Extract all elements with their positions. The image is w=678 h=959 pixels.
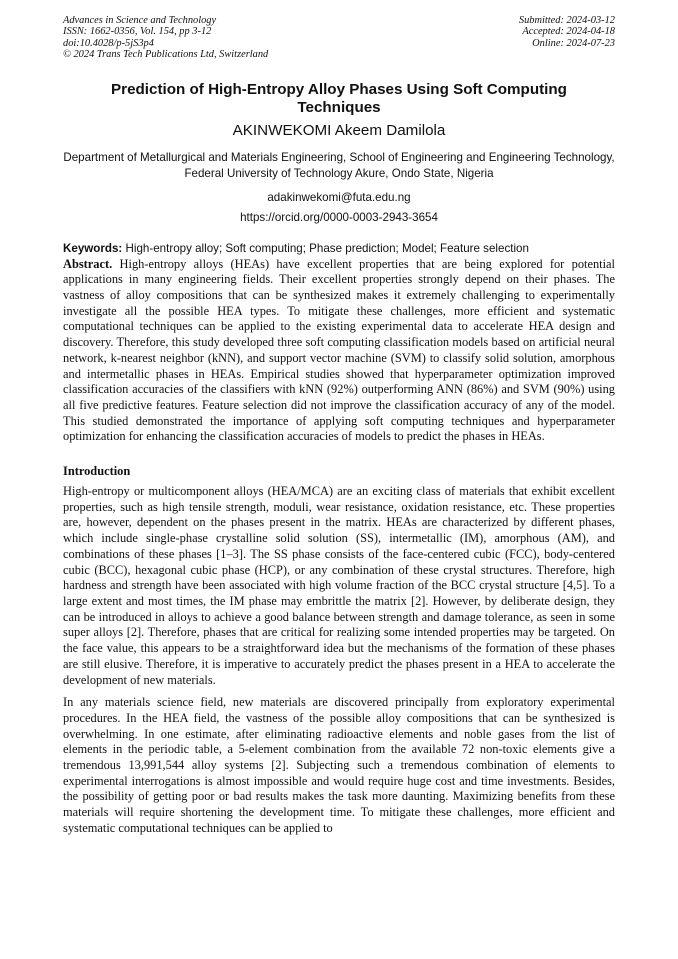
- author-name: AKINWEKOMI Akeem Damilola: [232, 121, 446, 139]
- abstract-label: Abstract.: [63, 256, 113, 271]
- contact-info: [63, 188, 615, 228]
- journal-info: [63, 15, 268, 61]
- abstract-text: High-entropy alloys (HEAs) have excellent properties that are being explored for potential applications in many engineering fields. Their excellent properties strongly depend on their phases. The vastness of alloy compositions that can be synthesized makes it extremely challenging to experimentally investigate all the possible HEA types. To mitigate these challenges, more efficient and systematic computational techniques can be applied to the existing experimental data to accelerate HEA design and discovery. Therefore, this study developed three soft computing classification models based on artificial neural network, k-nearest neighbor (kNN), and support vector machine (SVM) to classify solid solution, amorphous and intermetallic phases in HEAs. Empirical studies showed that hyperparameter optimization improved classification accuracies of the classifiers with kNN (92%) outperforming ANN (86%) and SVM (90%) using all five predictive features. Feature selection did not improve the classification accuracy of any of the model. This studied demonstrated the importance of applying soft computing techniques and hyperparameter optimization for enhancing the classification accuracies of models to predict the phases in HEAs.: [63, 256, 615, 444]
- author-email: adakinwekomi@futa.edu.ng: [267, 190, 411, 204]
- keywords-text: High-entropy alloy; Soft computing; Phase prediction; Model; Feature selection: [125, 241, 529, 255]
- author-orcid: https://orcid.org/0000-0003-2943-3654: [240, 210, 438, 224]
- submitted-date: Submitted: 2024-03-12: [518, 15, 615, 26]
- journal-name: Advances in Science and Technology: [63, 15, 217, 26]
- doi-line: doi:10.4028/p-5jS3p4: [63, 37, 154, 49]
- abstract: [63, 257, 615, 445]
- introduction-paragraph-2: In any materials science field, new materials are discovered principally from exploratory experimental procedures. In the HEA field, the vastness of the possible alloy compositions that can be synthesized is overwhelming. In one estimate, after eliminating radioactive elements and noble gases from the list of elements in the periodic table, a 5-element combination from the available 72 non-toxic elements give a tremendous 13,991,544 alloy systems [2]. Subjecting such a tremendous combination of elements to experimental interrogations is almost impossible and would require huge cost and time investments. Besides, the possibility of getting poor or bad results makes the task more daunting. Maximizing benefits from these materials will require shortening the development time. To mitigate these challenges, more efficient and systematic computational techniques can be applied to: [63, 695, 615, 835]
- keywords-label: Keywords:: [63, 241, 123, 255]
- publication-dates: [519, 15, 615, 61]
- paper-page: [63, 15, 615, 837]
- issn-line: ISSN: 1662-0356, Vol. 154, pp 3-12: [63, 26, 212, 38]
- paper-title: Prediction of High-Entropy Alloy Phases Using Soft Computing Techniques: [111, 80, 567, 116]
- keywords: [63, 241, 615, 257]
- online-date: Online: 2024-07-23: [532, 37, 615, 49]
- author-affiliation: Department of Metallurgical and Materials Engineering, School of Engineering and Engineering Technology, Federal University of Technology Akure, Ondo State, Nigeria: [63, 150, 615, 180]
- copyright-line: © 2024 Trans Tech Publications Ltd, Switzerland: [63, 49, 269, 61]
- accepted-date: Accepted: 2024-04-18: [522, 26, 615, 38]
- introduction-heading: Introduction: [63, 464, 131, 479]
- introduction-paragraph-1: High-entropy or multicomponent alloys (HEA/MCA) are an exciting class of materials that exhibit excellent properties, such as high tensile strength, moduli, wear resistance, oxidation resistance, etc. These properties are, however, dependent on the phases present in the matrix. HEAs are characterized by different phases, which include single-phase crystalline solid solution (SS), intermetallic (IM), amorphous (AM), and combinations of these phases [1–3]. The SS phase consists of the face-centered cubic (FCC), body-centered cubic (BCC), hexagonal cubic phase (HCP), or any combination of these crystal structures. Therefore, high hardness and strength have been associated with high volume fraction of the BCC crystal structure [4,5]. To a large extent and most times, the IM phase may embrittle the matrix [2]. However, by deliberate design, they can be introduced in alloys to achieve a good balance between strength and damage tolerance, as seen in some super alloys [2]. Therefore, phases that are critical for realizing some intended properties may be targeted. On the face value, this appears to be a straightforward idea but the mechanisms of the formation of these phases are still elusive. Therefore, it is imperative to accurately predict the phases present in a HEA to accelerate the development of new materials.: [63, 484, 615, 687]
- journal-header: [63, 15, 615, 61]
